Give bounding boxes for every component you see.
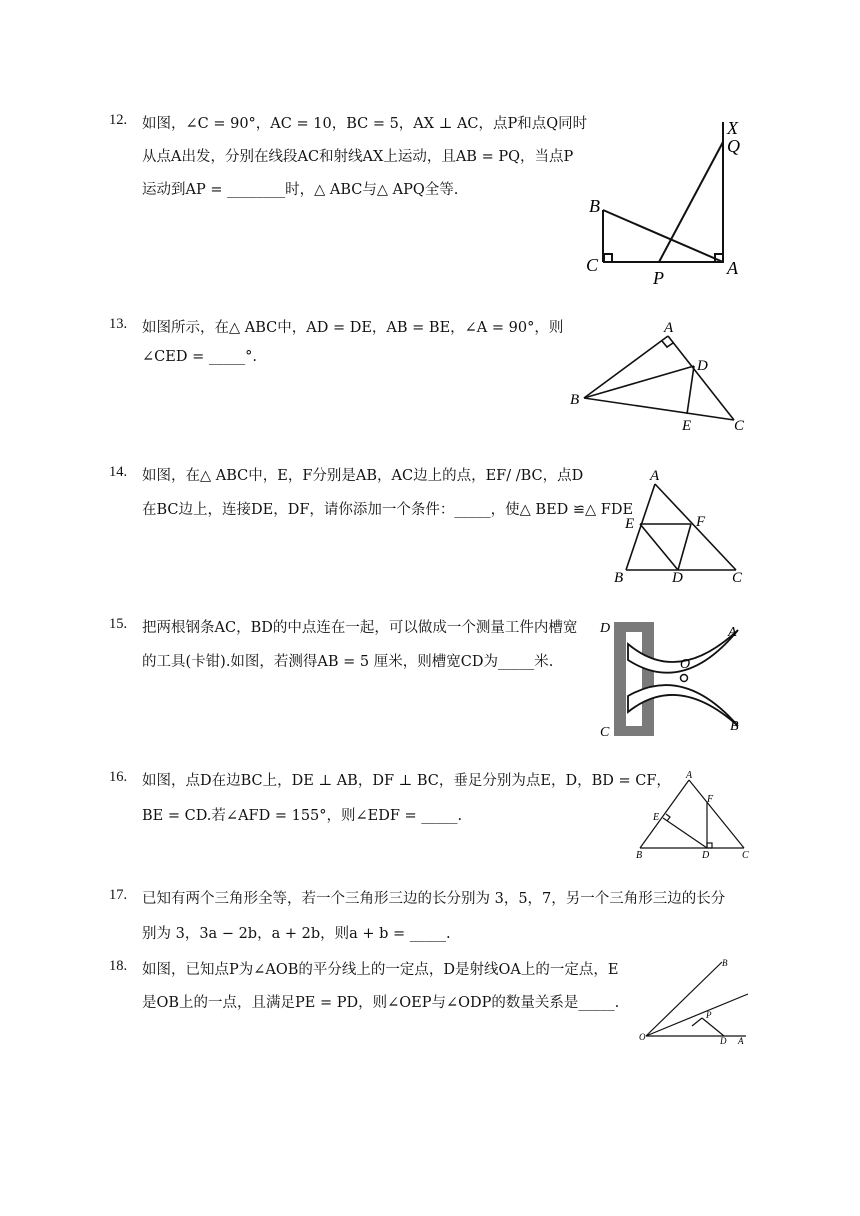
- problem-text-line: 别为 3，3a − 2b，a + 2b，则a + b = _____.: [142, 926, 451, 942]
- fig13-label-e: E: [682, 418, 692, 434]
- fig15-label-c: C: [600, 725, 610, 740]
- problem-text-line: 从点A出发，分别在线段AC和射线AX上运动，且AB = PQ，当点P: [142, 149, 574, 165]
- fig14-label-d: D: [672, 570, 683, 586]
- fig18-label-b: B: [722, 958, 728, 968]
- fig15-label-o: O: [680, 657, 691, 672]
- fig16-label-b: B: [636, 850, 643, 861]
- problem-number: 12.: [109, 112, 128, 128]
- fig12-label-c: C: [586, 255, 599, 275]
- problem-text-line: 的工具(卡钳).如图，若测得AB = 5 厘米，则槽宽CD为_____米.: [142, 654, 554, 670]
- problem-number: 17.: [109, 887, 128, 903]
- fig16-label-f: F: [707, 794, 714, 805]
- fig14-label-a: A: [650, 468, 660, 484]
- figure-13: [566, 318, 756, 438]
- fig14-label-e: E: [625, 516, 635, 532]
- fig12-label-p: P: [653, 268, 664, 288]
- fig18-label-o: O: [639, 1032, 646, 1042]
- fig13-label-a: A: [664, 320, 674, 336]
- problem-text-line: 如图所示，在△ ABC中，AD = DE，AB = BE，∠A = 90°，则: [142, 320, 564, 336]
- fig14-label-c: C: [732, 570, 743, 586]
- fig16-label-d: D: [702, 850, 710, 861]
- problem-text-line: 是OB上的一点，且满足PE = PD，则∠OEP与∠ODP的数量关系是_____.: [142, 995, 620, 1011]
- problem-number: 15.: [109, 616, 128, 632]
- fig18-label-p: P: [706, 1010, 712, 1020]
- fig12-label-x: X: [727, 118, 738, 138]
- figure-12: [583, 112, 763, 290]
- fig13-label-c: C: [734, 418, 745, 434]
- fig16-label-a: A: [686, 770, 693, 781]
- fig14-label-b: B: [614, 570, 624, 586]
- problem-text-line: 运动到AP = ________时，△ ABC与△ APQ全等.: [142, 182, 459, 198]
- fig12-label-a: A: [727, 258, 738, 278]
- problem-text-line: 如图，在△ ABC中，E，F分别是AB，AC边上的点，EF/ /BC，点D: [142, 468, 584, 484]
- problem-text-line: 如图，已知点P为∠AOB的平分线上的一定点，D是射线OA上的一定点，E: [142, 962, 619, 978]
- figure-16: [630, 768, 754, 864]
- figure-18: [636, 954, 756, 1050]
- fig14-label-f: F: [696, 514, 706, 530]
- problem-text-line: 把两根钢条AC，BD的中点连在一起，可以做成一个测量工件内槽宽: [142, 620, 578, 636]
- fig18-label-d: D: [720, 1036, 727, 1046]
- problem-number: 16.: [109, 769, 128, 785]
- fig18-label-a: A: [738, 1036, 744, 1046]
- fig12-label-b: B: [589, 196, 600, 216]
- problem-number: 18.: [109, 958, 128, 974]
- problem-text-line: 在BC边上，连接DE，DF，请你添加一个条件：_____，使△ BED ≌△ FDE: [142, 502, 634, 518]
- fig16-label-c: C: [742, 850, 749, 861]
- fig15-label-a: A: [728, 625, 737, 640]
- figure-15: [598, 614, 756, 744]
- problem-number: 13.: [109, 316, 128, 332]
- fig16-label-e: E: [653, 812, 660, 823]
- problem-text-line: ∠CED = _____°.: [142, 349, 257, 365]
- fig12-label-q: Q: [727, 136, 740, 156]
- fig13-label-d: D: [697, 358, 708, 374]
- fig15-label-d: D: [600, 621, 611, 636]
- figure-14: [608, 466, 758, 588]
- fig15-label-b: B: [730, 719, 739, 734]
- problem-text-line: 已知有两个三角形全等，若一个三角形三边的长分别为 3，5，7，另一个三角形三边的长分: [142, 891, 726, 907]
- problem-text-line: 如图，∠C = 90°，AC = 10，BC = 5，AX ⊥ AC，点P和点Q同时: [142, 116, 588, 132]
- problem-number: 14.: [109, 464, 128, 480]
- fig13-label-b: B: [570, 392, 580, 408]
- problem-text-line: BE = CD.若∠AFD = 155°，则∠EDF = _____.: [142, 808, 463, 824]
- problem-text-line: 如图，点D在边BC上，DE ⊥ AB，DF ⊥ BC，垂足分别为点E，D，BD = CF，: [142, 773, 671, 789]
